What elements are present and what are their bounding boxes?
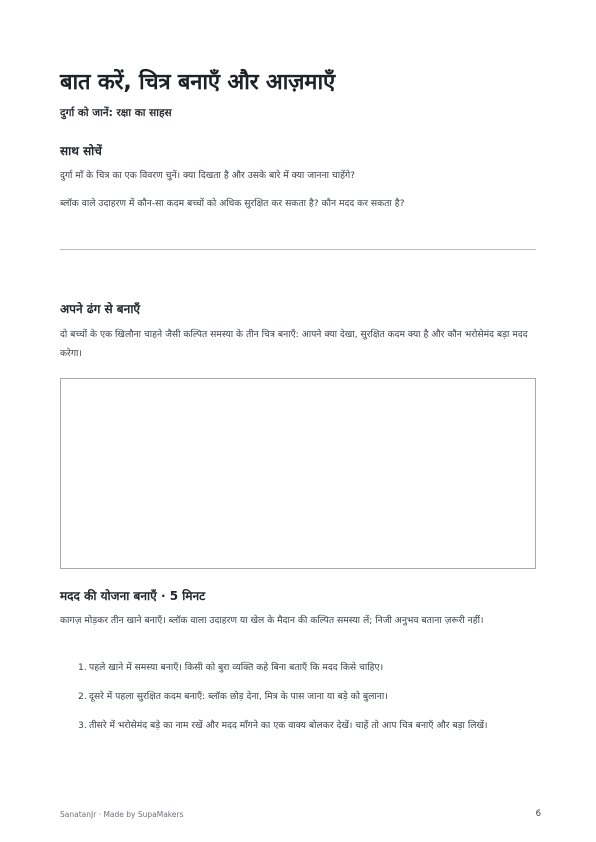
step-number: 2. [78,691,87,702]
drawing-box[interactable] [60,378,536,569]
step-number: 1. [78,662,87,673]
plan-steps-list [60,658,536,745]
page-subtitle: दुर्गा को जानें: रक्षा का साहस [60,107,172,119]
plan-step [60,687,536,706]
page-number: 6 [535,809,541,819]
step-text: पहले खाने में समस्या बनाएँ। किसी को बुरा व्यक्ति कहे बिना बताएँ कि मदद किसे चाहिए। [89,662,384,673]
step-number: 3. [78,720,87,731]
plan-step [60,658,536,677]
think-together-question-2: ब्लॉक वाले उदाहरण में कौन-सा कदम बच्चों को अधिक सुरक्षित कर सकता है? कौन मदद कर सकता है? [60,198,405,209]
think-together-heading: साथ सोचें [60,144,102,158]
plan-step [60,716,536,735]
section-divider [60,249,536,250]
think-together-question-1: दुर्गा माँ के चित्र का एक विवरण चुनें। क्या दिखता है और उसके बारे में क्या जानना चाहेंगे? [60,170,356,181]
plan-section-heading: मदद की योजना बनाएँ · 5 मिनट [60,589,206,603]
draw-section-heading: अपने ढंग से बनाएँ [60,302,141,316]
footer-credit: SanatanJr · Made by SupaMakers [60,810,184,819]
plan-section-instructions: कागज़ मोड़कर तीन खाने बनाएँ। ब्लॉक वाला उदाहरण या खेल के मैदान की कल्पित समस्या लें; निजी अनुभव बताना ज़रूरी नहीं। [60,615,484,626]
page-title: बात करें, चित्र बनाएँ और आज़माएँ [60,70,335,95]
step-text: तीसरे में भरोसेमंद बड़े का नाम रखें और मदद माँगने का एक वाक्य बोलकर देखें। चाहें तो आप चित्र बनाएँ और बड़ा लिखें। [89,720,488,731]
step-text: दूसरे में पहला सुरक्षित कदम बनाएँ: ब्लॉक छोड़ देना, मित्र के पास जाना या बड़े को बुलाना। [89,691,388,702]
draw-section-instructions: दो बच्चों के एक खिलौना चाहने जैसी कल्पित समस्या के तीन चित्र बनाएँ: आपने क्या देखा, सुरक्षित कदम क्या है और कौन भरोसेमंद बड़ा मदद करेगा। [60,329,528,359]
